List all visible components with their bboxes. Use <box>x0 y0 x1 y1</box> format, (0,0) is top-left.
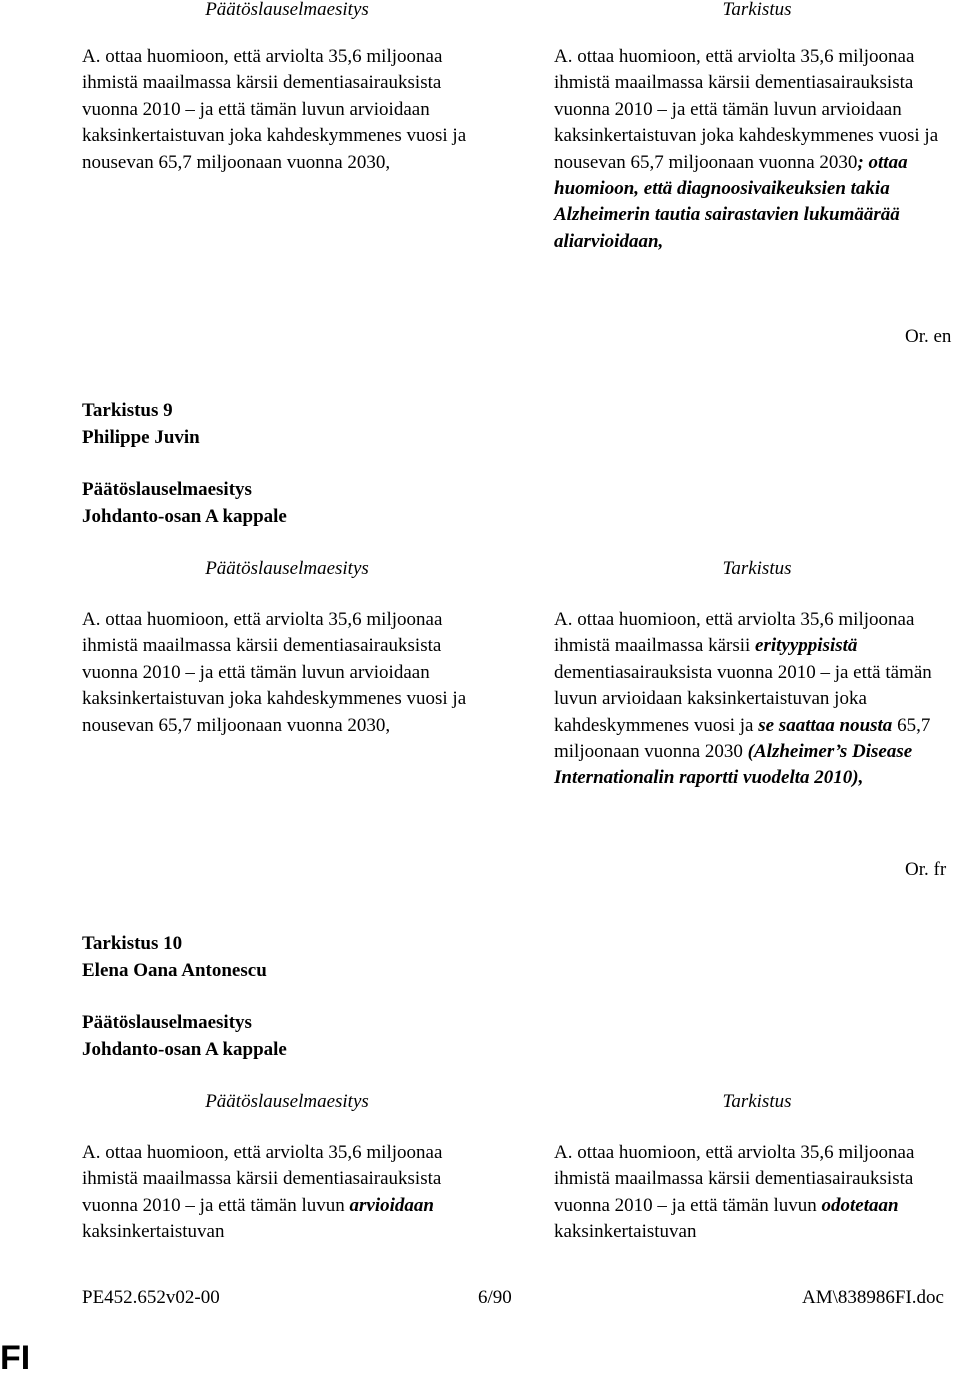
amended-text <box>554 1140 960 1246</box>
original-text-part: kaksinkertaistuvan <box>82 1221 225 1243</box>
amended-text-added: (Alzheimer’s Disease Internationalin raportti vuodelta 2010) <box>554 741 913 789</box>
amendment-section: Johdanto-osan A kappale <box>82 1038 287 1060</box>
original-text <box>82 44 492 176</box>
amended-text-part: dementiasairauksista vuonna 2010 – ja että tämän luvun arvioidaan kaksinkertaistuvan joka kahdeskymmenes vuosi ja <box>554 661 932 736</box>
original-language-note: Or. en <box>905 326 952 347</box>
amendment-doc-type: Päätöslauselmaesitys <box>82 479 252 500</box>
language-code: FI <box>0 1339 31 1377</box>
original-text-part: A. ottaa huomioon, että arviolta 35,6 miljoonaa ihmistä maailmassa kärsii dementiasairauksista vuonna 2010 – ja että tämän luvun <box>82 1142 443 1216</box>
footer-doc-number: PE452.652v02-00 <box>82 1287 220 1308</box>
original-text <box>82 1140 492 1246</box>
footer-file-ref: AM\838986FI.doc <box>802 1287 944 1308</box>
amended-text-part: A. ottaa huomioon, että arviolta 35,6 miljoonaa ihmistä maailmassa kärsii dementiasairauksista vuonna 2010 – ja että tämän luvun <box>554 1142 915 1216</box>
original-text-changed: arvioidaan <box>349 1194 434 1216</box>
amendment-10-target <box>82 1010 287 1063</box>
amendment-9-header <box>82 398 200 451</box>
original-text <box>82 607 492 739</box>
amended-text-part: kaksinkertaistuvan <box>554 1221 697 1243</box>
amended-text-added: odotetaan <box>821 1194 899 1216</box>
amendment-author: Elena Oana Antonescu <box>82 959 267 981</box>
amended-text-part: , <box>858 767 864 789</box>
amendment-10-header <box>82 931 267 984</box>
amended-text-added: se saattaa nousta <box>758 714 893 736</box>
original-text-content: A. ottaa huomioon, että arviolta 35,6 miljoonaa ihmistä maailmassa kärsii dementiasairauksista vuonna 2010 – ja että tämän luvun arvioidaan kaksinkertaistuvan joka kahdeskymmenes vuosi ja nousevan 65,7 miljoonaan vuonna 2030, <box>82 46 467 173</box>
amended-text-added: erityyppisistä <box>755 635 858 657</box>
amended-text-part: 65,7 miljoonaan vuonna 2030 <box>554 714 931 763</box>
left-column-header: Päätöslauselmaesitys <box>205 0 369 20</box>
amended-text-part: A. ottaa huomioon, että arviolta 35,6 miljoonaa ihmistä maailmassa kärsii <box>554 609 915 657</box>
right-column-header: Tarkistus <box>722 0 792 20</box>
amendment-title: Tarkistus 9 <box>82 400 173 421</box>
amendment-author: Philippe Juvin <box>82 426 200 448</box>
amended-text <box>554 607 960 792</box>
original-text-content: A. ottaa huomioon, että arviolta 35,6 miljoonaa ihmistä maailmassa kärsii dementiasairauksista vuonna 2010 – ja että tämän luvun arvioidaan kaksinkertaistuvan joka kahdeskymmenes vuosi ja nousevan 65,7 miljoonaan vuonna 2030, <box>82 609 467 736</box>
amendment-9-target <box>82 477 287 530</box>
right-column-header: Tarkistus <box>722 1091 792 1112</box>
amended-text-plain: A. ottaa huomioon, että arviolta 35,6 miljoonaa ihmistä maailmassa kärsii dementiasairauksista vuonna 2010 – ja että tämän luvun arvioidaan kaksinkertaistuvan joka kahdeskymmenes vuosi ja nousevan 65,7 miljoonaan vuonna 2030 <box>554 46 939 173</box>
amendment-title: Tarkistus 10 <box>82 933 183 954</box>
original-language-note: Or. fr <box>905 859 947 880</box>
left-column-header: Päätöslauselmaesitys <box>205 1091 369 1112</box>
amended-text-added: ; ottaa huomioon, että diagnoosivaikeuksien takia Alzheimerin tautia sairastavien lukumäärää aliarvioidaan, <box>554 151 908 252</box>
footer-page-number: 6/90 <box>478 1287 512 1308</box>
left-column-header: Päätöslauselmaesitys <box>205 558 369 579</box>
amendment-doc-type: Päätöslauselmaesitys <box>82 1012 252 1033</box>
right-column-header: Tarkistus <box>722 558 792 579</box>
amendment-section: Johdanto-osan A kappale <box>82 505 287 527</box>
amended-text <box>554 44 960 255</box>
